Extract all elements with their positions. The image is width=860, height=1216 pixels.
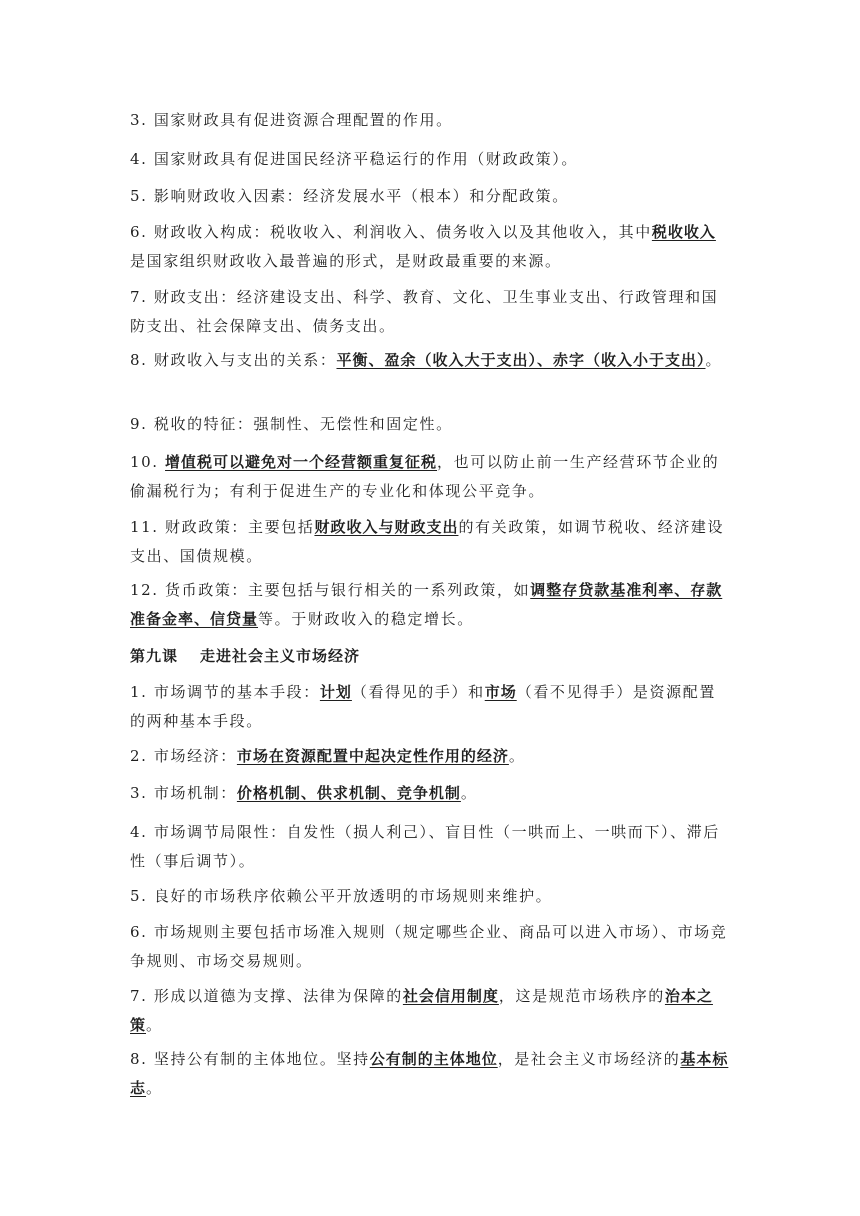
finance-item-5: [130, 283, 730, 341]
text-segment: 5. 影响财政收入因素：经济发展水平（根本）和分配政策。: [130, 187, 569, 205]
key-term: 价格机制、供求机制、竞争机制: [236, 784, 461, 802]
text-segment: 。: [705, 351, 723, 369]
finance-item-9: [130, 513, 730, 571]
key-term: 市场: [484, 683, 517, 701]
chapter-heading: [130, 642, 730, 671]
text-segment: 6. 市场规则主要包括市场准入规则（规定哪些企业、商品可以进入市场）、市场竞争规则、市场交易规则。: [130, 923, 728, 970]
text-segment: 。: [460, 784, 478, 802]
finance-item-6: [130, 346, 730, 375]
market-item-5: [130, 882, 730, 911]
text-segment: 。: [508, 747, 526, 765]
market-item-7: [130, 982, 730, 1040]
market-item-4: [130, 818, 730, 876]
text-segment: 6. 财政收入构成：税收收入、利润收入、债务收入以及其他收入，其中: [130, 223, 652, 241]
finance-item-3: [130, 182, 730, 211]
key-term: 市场在资源配置中起决定性作用的经济: [236, 747, 509, 765]
key-term: 治本之策: [130, 987, 713, 1034]
text-segment: 7. 财政支出：经济建设支出、科学、教育、文化、卫生事业支出、行政管理和国防支出、社会保障支出、债务支出。: [130, 288, 719, 335]
text-segment: 8. 财政收入与支出的关系：: [130, 351, 337, 369]
text-segment: 3. 市场机制：: [130, 784, 237, 802]
finance-item-2: [130, 145, 730, 174]
chapter-title: 走进社会主义市场经济: [200, 647, 361, 665]
chapter-number: 第九课: [130, 647, 179, 665]
key-term: 计划: [319, 683, 352, 701]
key-term: 税收收入: [651, 223, 716, 241]
market-item-8: [130, 1045, 730, 1103]
text-segment: 11. 财政政策：主要包括: [130, 518, 315, 536]
text-segment: 4. 市场调节局限性：自发性（损人利己）、盲目性（一哄而上、一哄而下）、滞后性（事后调节）。: [130, 823, 720, 870]
text-segment: ，也可以防止前一生产经营环节企业的偷漏税行为；有利于促进生产的专业化和体现公平竞争。: [130, 453, 720, 500]
finance-item-10: [130, 576, 730, 634]
text-segment: 5. 良好的市场秩序依赖公平开放透明的市场规则来维护。: [130, 887, 553, 905]
market-item-3: [130, 779, 730, 808]
finance-item-1: [130, 106, 730, 135]
text-segment: 的有关政策，如调节税收、经济建设支出、国债规模。: [130, 518, 725, 565]
text-segment: 7. 形成以道德为支撑、法律为保障的: [130, 987, 403, 1005]
text-segment: ，这是规范市场秩序的: [498, 987, 665, 1005]
text-segment: 1. 市场调节的基本手段：: [130, 683, 320, 701]
key-term: 公有制的主体地位: [369, 1050, 498, 1068]
finance-item-8: [130, 448, 730, 506]
text-segment: 9. 税收的特征：强制性、无偿性和固定性。: [130, 415, 453, 433]
text-segment: 10.: [130, 453, 166, 471]
text-segment: ，是社会主义市场经济的: [497, 1050, 681, 1068]
text-segment: 8. 坚持公有制的主体地位。坚持: [130, 1050, 370, 1068]
market-item-2: [130, 742, 730, 771]
text-segment: 2. 市场经济：: [130, 747, 237, 765]
key-term: 调整存贷款基准利率、存款准备金率、信贷量: [130, 581, 723, 628]
text-segment: 。: [146, 1016, 163, 1034]
key-term: 社会信用制度: [402, 987, 499, 1005]
text-segment: 。: [146, 1079, 163, 1097]
finance-item-4: [130, 218, 730, 276]
market-item-6: [130, 918, 730, 976]
text-segment: 3. 国家财政具有促进资源合理配置的作用。: [130, 111, 453, 129]
market-item-1: [130, 678, 730, 736]
text-segment: （看得见的手）和: [351, 683, 485, 701]
text-segment: （看不见得手）是资源配置的两种基本手段。: [130, 683, 716, 730]
text-segment: 12. 货币政策：主要包括与银行相关的一系列政策，如: [130, 581, 531, 599]
key-term: 平衡、盈余（收入大于支出）、赤字（收入小于支出）: [336, 351, 706, 369]
key-term: 增值税可以避免对一个经营额重复征税: [165, 453, 438, 471]
finance-item-7: [130, 410, 730, 439]
text-segment: 是国家组织财政收入最普遍的形式，是财政最重要的来源。: [130, 252, 562, 270]
text-segment: 4. 国家财政具有促进国民经济平稳运行的作用（财政政策）。: [130, 150, 578, 168]
key-term: 财政收入与财政支出: [314, 518, 459, 536]
key-term: 基本标志: [130, 1050, 729, 1097]
text-segment: 等。于财政收入的稳定增长。: [258, 610, 474, 628]
